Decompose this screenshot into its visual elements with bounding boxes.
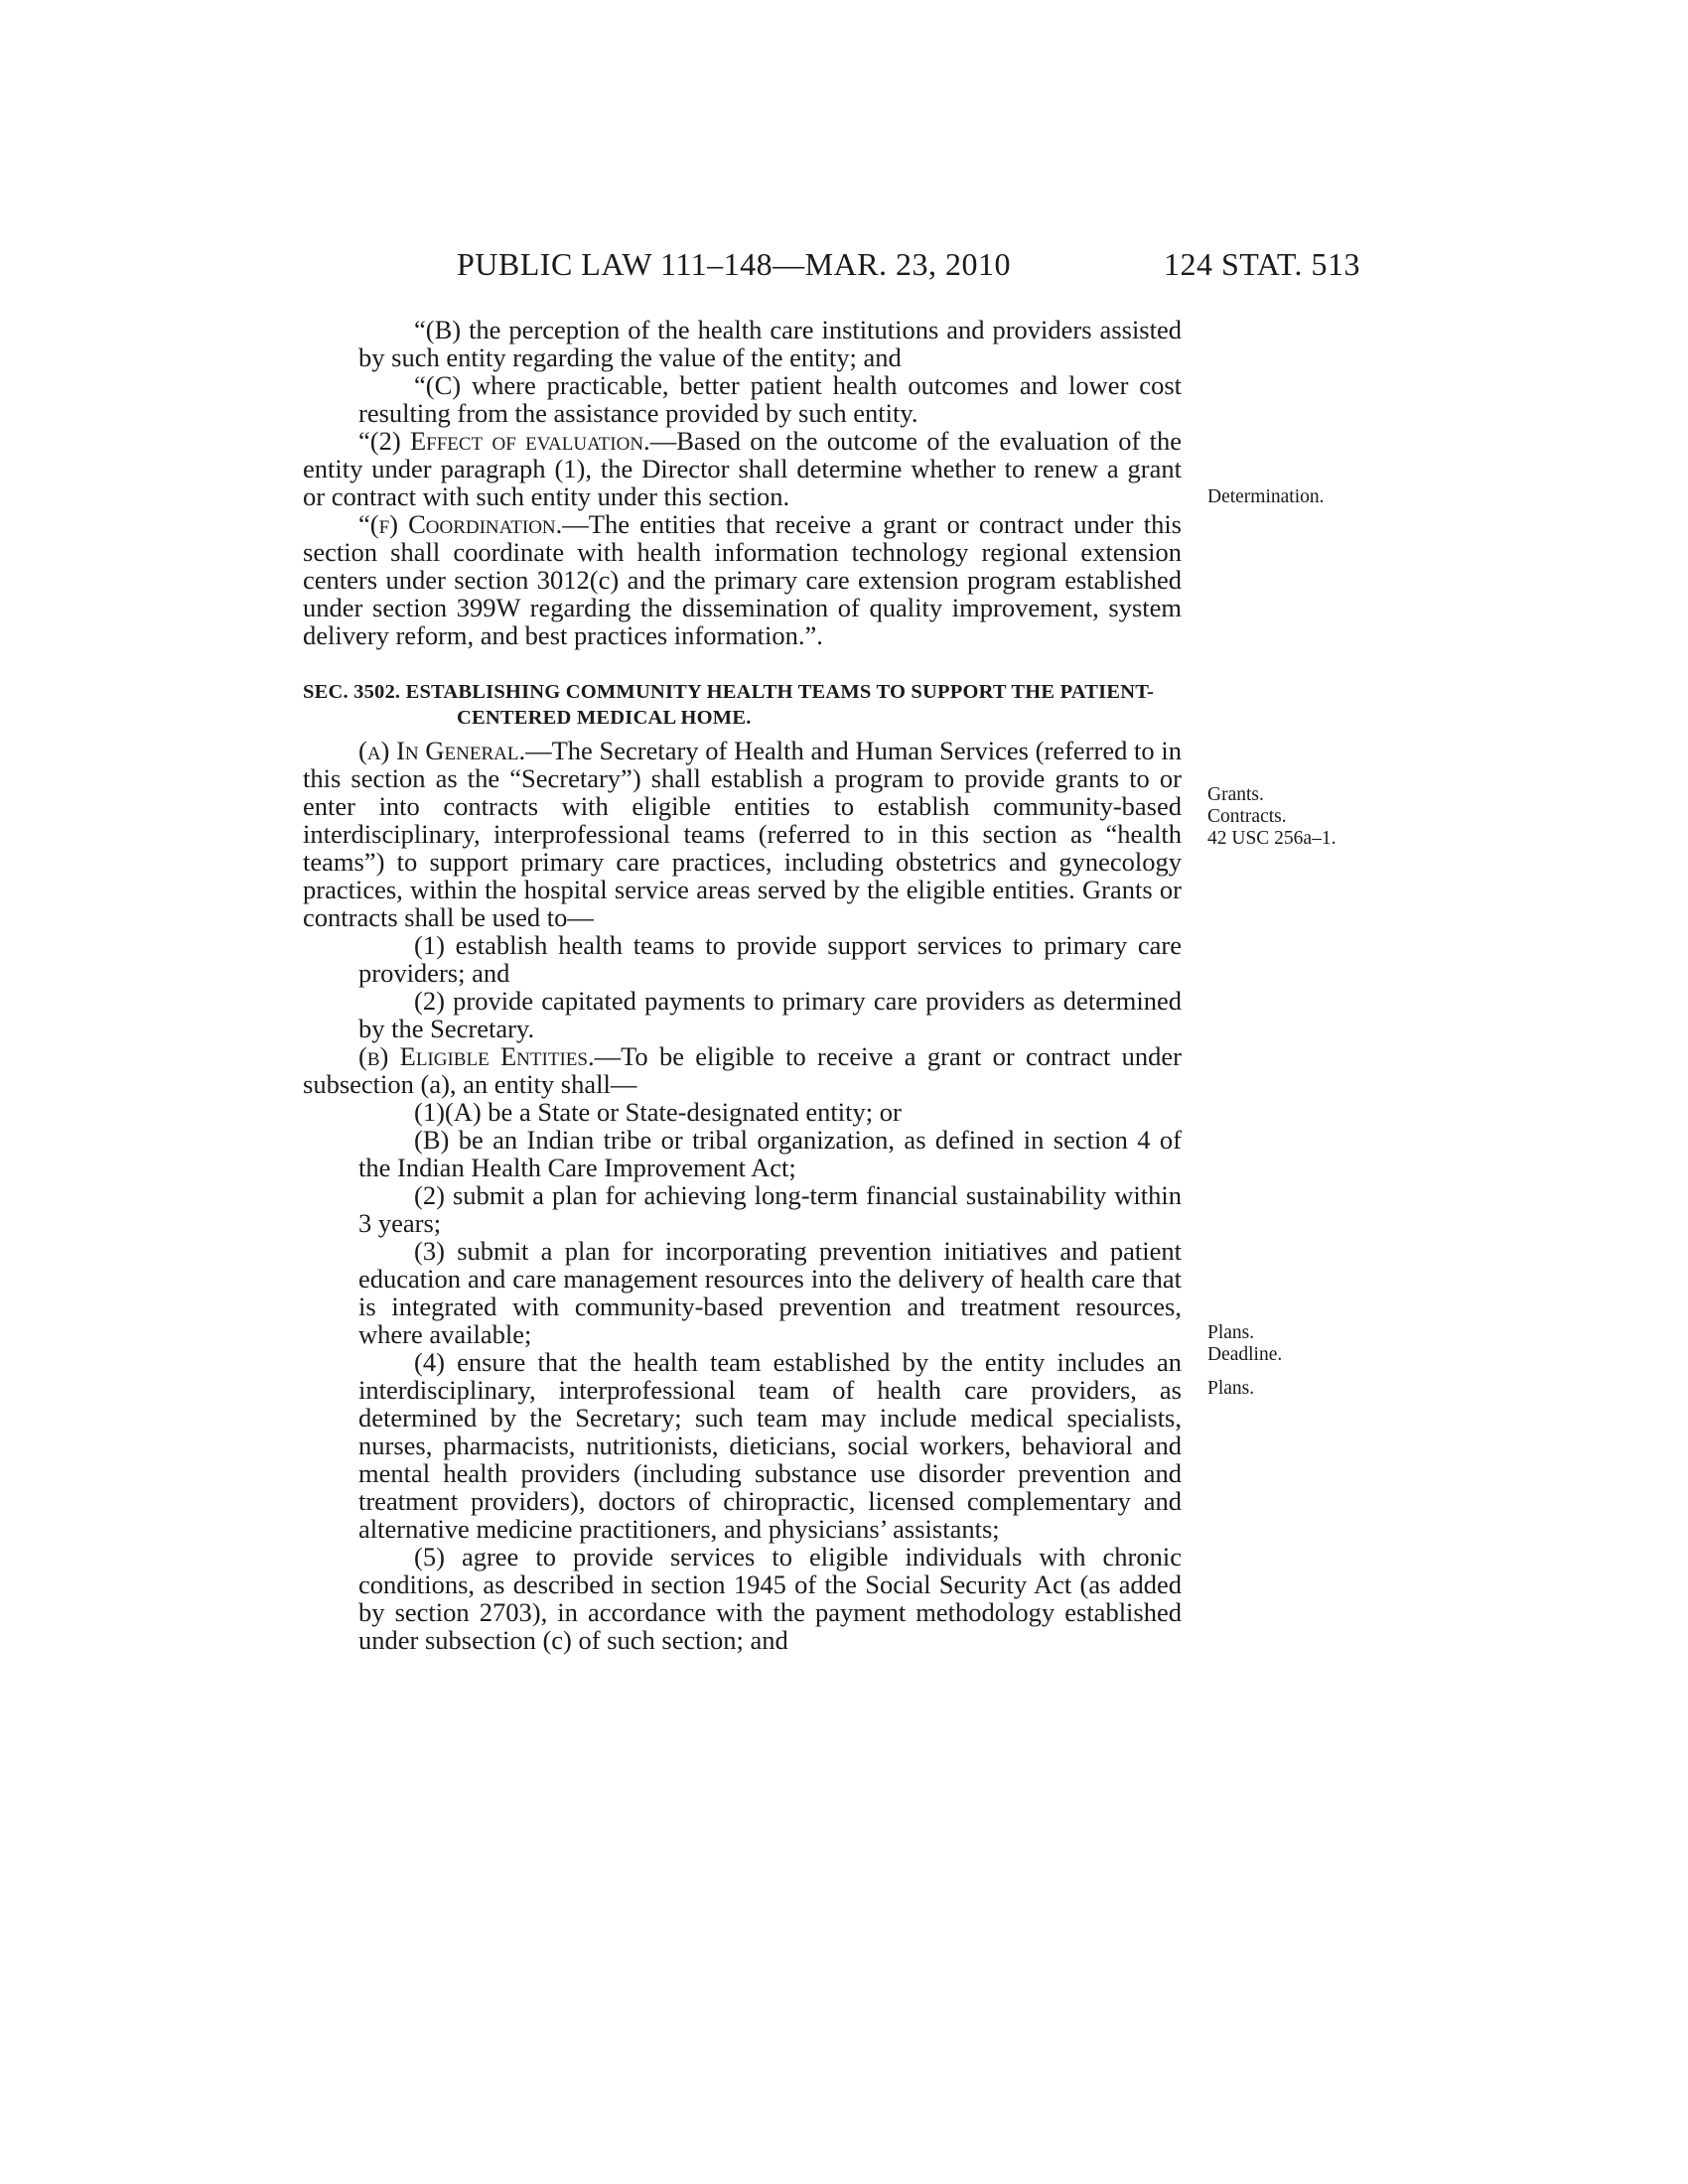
running-header-title: PUBLIC LAW 111–148—MAR. 23, 2010 [457,246,1012,282]
margin-note-grants-contracts [1207,784,1336,850]
paragraph-in-general [303,737,1182,931]
margin-note-determination: Determination. [1207,486,1325,507]
paragraph-prevention-plan: (3) submit a plan for incorporating prevention initiatives and patient education and care management resources into the delivery of health care that is integrated with community-based prevention and treatment resources, where available; [358,1236,1182,1349]
paragraph-capitated-payments: (2) provide capitated payments to primary care providers as determined by the Secretary. [358,986,1182,1043]
paragraph-effect-of-evaluation [303,427,1182,510]
body-text-column [303,316,1182,1654]
paragraph-establish-teams: (1) establish health teams to provide support services to primary care providers; and [358,930,1182,988]
paragraph-health-team-composition: (4) ensure that the health team established by the entity includes an interdisciplinary, interprofessional team of health care providers, as determined by the Secretary; such team may include medical specialists, nurses, pharmacists, nutritionists, dieticians, social workers, behavioral and mental health providers (including substance use disorder prevention and treatment providers), doctors of chiropractic, licensed complementary and alternative medicine practitioners, and physicians’ assistants; [358,1347,1182,1544]
section-heading: SEC. 3502. ESTABLISHING COMMUNITY HEALTH TEAMS TO SUPPORT THE PATIENT-CENTERED MEDICAL HOME. [303,681,1155,729]
paragraph-eligible-entities [303,1042,1182,1098]
margin-note-plans: Plans. [1207,1378,1255,1399]
paragraph-chronic-conditions: (5) agree to provide services to eligible individuals with chronic conditions, as described in section 1945 of the Social Security Act (as added by section 2703), in accordance with the payment methodology established under subsection (c) of such section; and [358,1542,1182,1655]
margin-note-line: Grants. [1207,784,1264,805]
paragraph-lead-heading: “(2) Effect of evaluation. [358,426,650,456]
paragraph-state-entity: (1)(A) be a State or State-designated entity; or [414,1097,902,1127]
margin-note-line: 42 USC 256a–1. [1207,828,1336,849]
paragraph-b-perception: “(B) the perception of the health care institutions and providers assisted by such entity regarding the value of the entity; and [358,315,1182,372]
margin-note-line: Contracts. [1207,806,1287,827]
paragraph-coordination [303,510,1182,649]
paragraph-body: —The Secretary of Health and Human Services (referred to in this section as the “Secretary”) shall establish a program to provide grants to or enter into contracts with eligible entities to establish community-based interdisciplinary, interprofessional teams (referred to in this section as “health teams”) to support primary care practices, including obstetrics and gynecology practices, within the hospital service areas served by the eligible entities. Grants or contracts shall be used to— [303,736,1183,932]
running-header-stat-page: 124 STAT. 513 [1164,246,1361,282]
paragraph-lead-heading: (a) In General. [358,736,526,765]
paragraph-body: —To be eligible to receive a grant or contract under subsection (a), an entity shall— [303,1041,1182,1099]
paragraph-body: —Based on the outcome of the evaluation of the entity under paragraph (1), the Director shall determine whether to renew a grant or contract with such entity under this section. [303,426,1182,511]
margin-note-line: Deadline. [1207,1344,1283,1365]
paragraph-lead-heading: (b) Eligible Entities. [358,1041,595,1071]
margin-note-line: Plans. [1207,1322,1255,1343]
paragraph-lead-heading: “(f) Coordination. [358,509,563,539]
paragraph-indian-tribe: (B) be an Indian tribe or tribal organization, as defined in section 4 of the Indian Health Care Improvement Act; [358,1125,1182,1182]
paragraph-c-outcomes: “(C) where practicable, better patient health outcomes and lower cost resulting from the assistance provided by such entity. [358,370,1182,428]
paragraph-sustainability-plan: (2) submit a plan for achieving long-term financial sustainability within 3 years; [358,1180,1182,1238]
margin-note-plans-deadline [1207,1322,1282,1366]
paragraph-body: —The entities that receive a grant or contract under this section shall coordinate with health information technology regional extension centers under section 3012(c) and the primary care extension program established under section 399W regarding the dissemination of quality improvement, system delivery reform, and best practices information.”. [303,509,1182,650]
